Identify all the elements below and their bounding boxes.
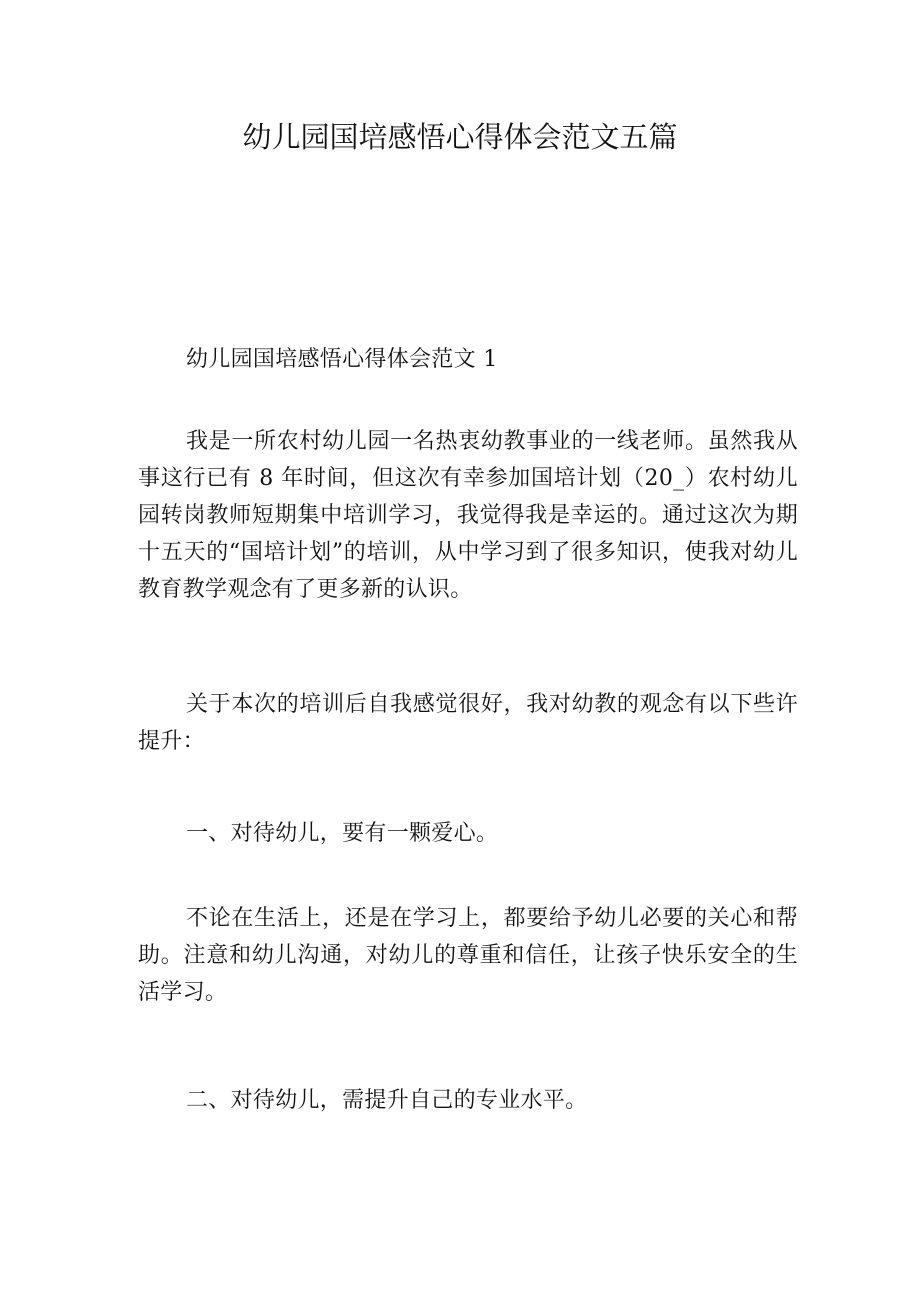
point-heading-1: 一、对待幼儿，要有一颗爱心。: [186, 821, 499, 846]
document-title: 幼儿园国培感悟心得体会范文五篇: [242, 120, 678, 154]
paragraph-point-1: 不论在生活上，还是在学习上，都要给予幼儿必要的关心和帮助。注意和幼儿沟通，对幼儿的尊重和信任，让孩子快乐安全的生活学习。: [138, 906, 798, 1005]
paragraph-summary: 关于本次的培训后自我感觉很好，我对幼教的观念有以下些许提升：: [138, 692, 798, 754]
paragraph-intro: 我是一所农村幼儿园一名热衷幼教事业的一线老师。虽然我从事这行已有 8 年时间，但这次有幸参加国培计划（20_）农村幼儿园转岗教师短期集中培训学习，我觉得我是幸运的。通过这次为期十五天的“国培计划”的培训，从中学习到了很多知识，使我对幼儿教育教学观念有了更多新的认识。: [138, 429, 798, 602]
point-heading-2: 二、对待幼儿，需提升自己的专业水平。: [186, 1088, 588, 1113]
section-heading-1: 幼儿园国培感悟心得体会范文 1: [186, 347, 498, 372]
